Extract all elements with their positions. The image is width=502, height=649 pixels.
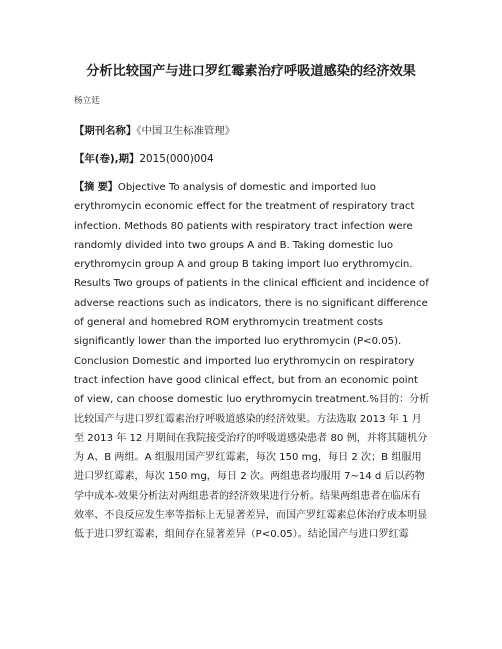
issue-label: 【年(卷),期】 — [74, 153, 140, 165]
journal-name-label: 【期刊名称】 — [74, 125, 137, 137]
issue-row — [74, 152, 214, 166]
issue-value: 2015(000)004 — [139, 153, 214, 165]
abstract-text: Objective To analysis of domestic and imported luo erythromycin economic effect for the treatment of respiratory tract infection. Methods 80 patients with respiratory tract infection were randomly divided into two groups A and B. Taking domestic luo erythromycin group A and group B taking import luo erythromycin. Results Two groups of patients in the clinical efficient and incidence of adverse reactions such as indicators, there is no significant difference of general and homebred ROM erythromycin treatment costs significantly lower than the imported luo erythromycin (P<0.05). Conclusion Domestic and imported luo erythromycin on respiratory tract infection have good clinical effect, but from an economic point of view, can choose domestic luo erythromycin treatment.%目的：分析比较国产与进口罗红霉素治疗呼吸道感染的经济效果。方法选取 2013 年 1 月至 2013 年 12 月期间在我院接受治疗的呼吸道感染患者 80 例，并将其随机分为 A、B 两组。A 组服用国产罗红霉素，每次 150 mg，每日 2 次；B 组服用进口罗红霉素，每次 150 mg，每日 2 次。两组患者均服用 7~14 d 后以药物学中成本-效果分析法对两组患者的经济效果进行分析。结果两组患者在临床有效率、不良反应发生率等指标上无显著差异，而国产罗红霉素总体治疗成本明显低于进口罗红霉素，组间存在显著差异（P<0.05）。结论国产与进口罗红霉 — [74, 182, 430, 541]
author-name: 杨立廷 — [74, 96, 100, 106]
journal-name-value: 《中国卫生标准管理》 — [136, 125, 236, 137]
journal-name-row — [74, 124, 235, 138]
document-title: 分析比较国产与进口罗红霉素治疗呼吸道感染的经济效果 — [86, 64, 416, 79]
abstract-paragraph — [74, 178, 430, 545]
abstract-label: 【摘 要】 — [74, 182, 118, 193]
